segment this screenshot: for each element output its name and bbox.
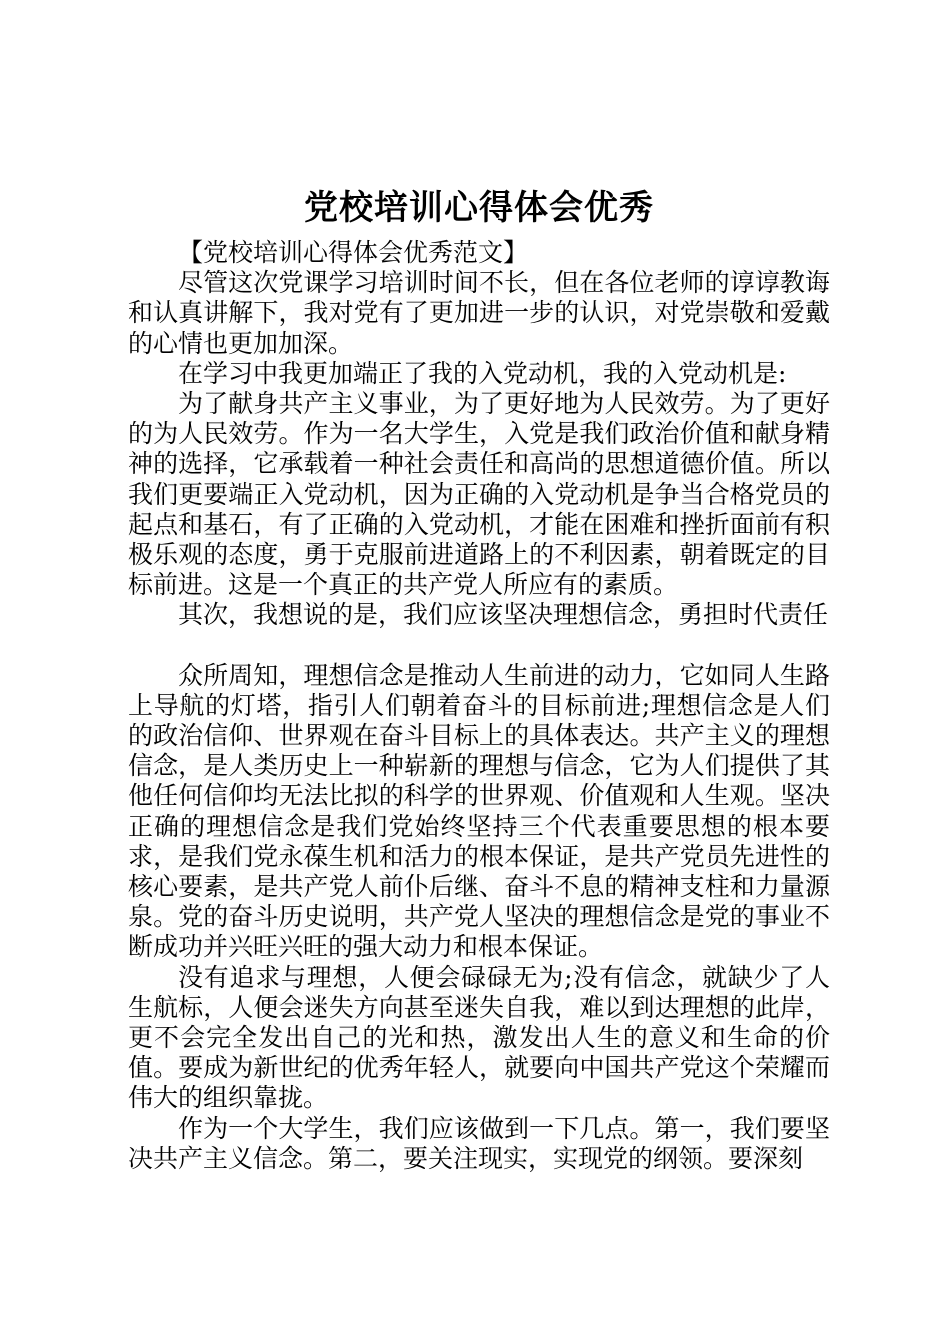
- paragraph-2: 在学习中我更加端正了我的入党动机，我的入党动机是:: [178, 358, 787, 388]
- paragraph-subtitle: 【党校培训心得体会优秀范文】: [178, 238, 529, 267]
- document-title: 党校培训心得体会优秀: [304, 188, 654, 228]
- paragraph-3: 为了献身共产主义事业，为了更好地为人民效劳。为了更好的为人民效劳。作为一名大学生，入党是我们政治价值和献身精神的选择，它承载着一种社会责任和高尚的思想道德价值。所以我们更要端正入党动机，因为正确的入党动机是争当合格党员的起点和基石，有了正确的入党动机，才能在困难和挫折面前有积极乐观的态度，勇于克服前进道路上的不利因素，朝着既定的目标前进。这是一个真正的共产党人所应有的素质。: [128, 389, 830, 600]
- paragraph-7: 作为一个大学生，我们应该做到一下几点。第一，我们要坚决共产主义信念。第二，要关注现实，实现党的纲领。要深刻: [128, 1113, 830, 1173]
- paragraph-4: 其次，我想说的是，我们应该坚决理想信念，勇担时代责任: [178, 600, 829, 630]
- document-page: [128, 180, 830, 1174]
- paragraph-5: 众所周知，理想信念是推动人生前进的动力，它如同人生路上导航的灯塔，指引人们朝着奋斗的目标前进;理想信念是人们的政治信仰、世界观在奋斗目标上的具体表达。共产主义的理想信念，是人类历史上一种崭新的理想与信念，它为人们提供了其他任何信仰均无法比拟的科学的世界观、价值观和人生观。坚决正确的理想信念是我们党始终坚持三个代表重要思想的根本要求，是我们党永葆生机和活力的根本保证，是共产党员先进性的核心要素，是共产党人前仆后继、奋斗不息的精神支柱和力量源泉。党的奋斗历史说明，共产党人坚决的理想信念是党的事业不断成功并兴旺兴旺的强大动力和根本保证。: [128, 660, 830, 962]
- paragraph-1: 尽管这次党课学习培训时间不长，但在各位老师的谆谆教诲和认真讲解下，我对党有了更加进一步的认识，对党崇敬和爱戴的心情也更加加深。: [128, 268, 830, 358]
- paragraph-gap: [128, 631, 830, 661]
- paragraph-6: 没有追求与理想，人便会碌碌无为;没有信念，就缺少了人生航标，人便会迷失方向甚至迷失自我，难以到达理想的此岸，更不会完全发出自己的光和热，激发出人生的意义和生命的价值。要成为新世纪的优秀年轻人，就要向中国共产党这个荣耀而伟大的组织靠拢。: [128, 962, 830, 1113]
